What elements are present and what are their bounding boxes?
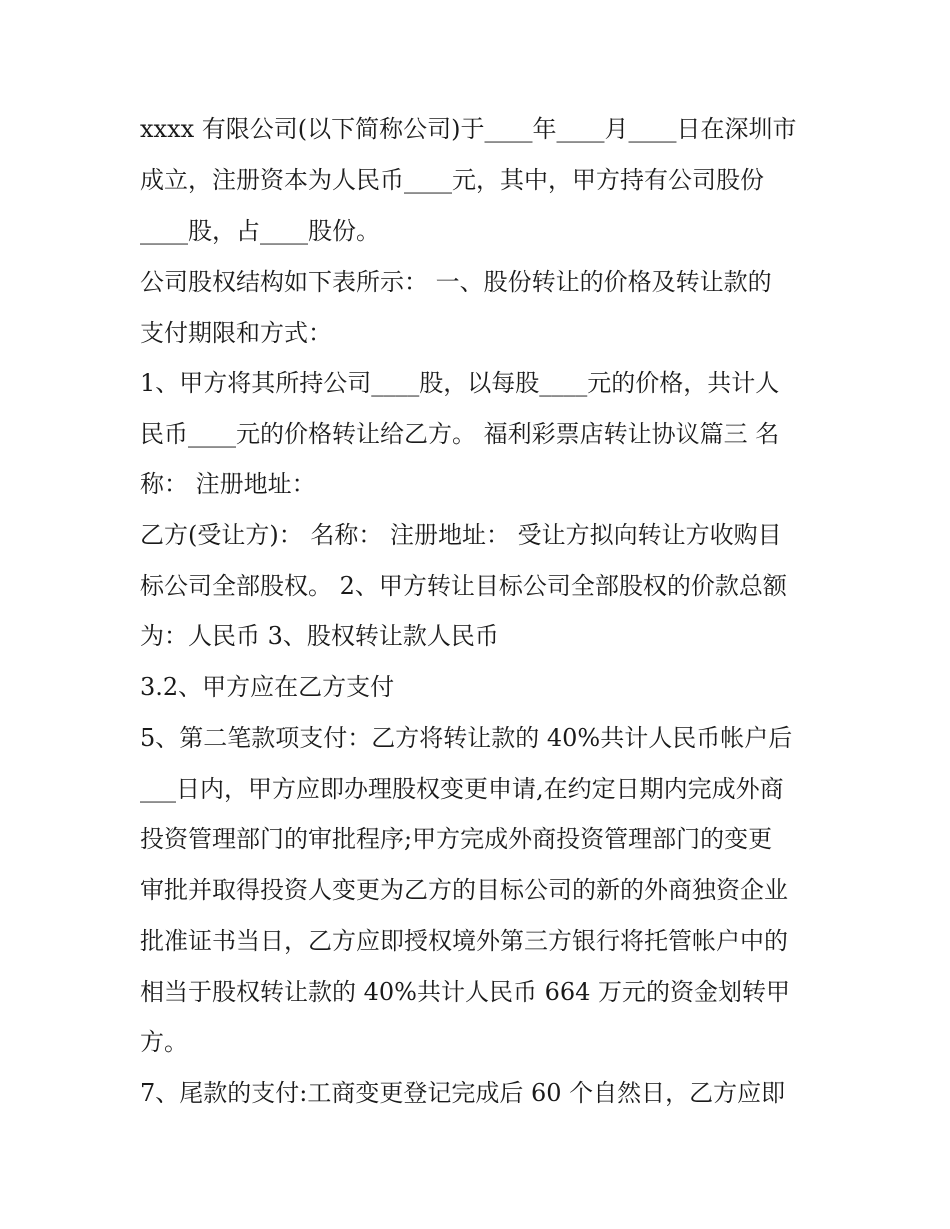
text-line: 为：人民币 3、股权转让款人民币 xyxy=(140,622,499,650)
text-line: 方。 xyxy=(140,1028,188,1056)
text-line: 民币____元的价格转让给乙方。 福利彩票店转让协议篇三 名 xyxy=(140,420,780,448)
text-line: 标公司全部股权。 2、甲方转让目标公司全部股权的价款总额 xyxy=(140,572,787,600)
text-line: 称： 注册地址： xyxy=(140,470,316,498)
text-line: 7、尾款的支付:工商变更登记完成后 60 个自然日，乙方应即 xyxy=(140,1079,786,1107)
text-line: 投资管理部门的审批程序;甲方完成外商投资管理部门的变更 xyxy=(140,825,773,853)
text-line: 支付期限和方式： xyxy=(140,319,332,347)
text-line: 1、甲方将其所持公司____股，以每股____元的价格，共计人 xyxy=(140,369,780,397)
text-line: xxxx 有限公司(以下简称公司)于____年____月____日在深圳市 xyxy=(140,115,797,143)
text-line: 成立，注册资本为人民币____元，其中，甲方持有公司股份 xyxy=(140,166,764,194)
text-line: 相当于股权转让款的 40%共计人民币 664 万元的资金划转甲 xyxy=(140,978,791,1006)
text-line: 批准证书当日，乙方应即授权境外第三方银行将托管帐户中的 xyxy=(140,927,788,955)
text-line: 公司股权结构如下表所示： 一、股份转让的价格及转让款的 xyxy=(140,268,772,296)
text-line: 3.2、甲方应在乙方支付 xyxy=(140,673,395,701)
text-line: ____股，占____股份。 xyxy=(140,217,380,245)
text-line: 审批并取得投资人变更为乙方的目标公司的新的外商独资企业 xyxy=(140,876,788,904)
text-line: 乙方(受让方)： 名称： 注册地址： 受让方拟向转让方收购目 xyxy=(140,521,782,549)
text-line: ___日内，甲方应即办理股权变更申请,在约定日期内完成外商 xyxy=(140,775,784,803)
text-line: 5、第二笔款项支付：乙方将转让款的 40%共计人民币帐户后 xyxy=(140,724,793,752)
